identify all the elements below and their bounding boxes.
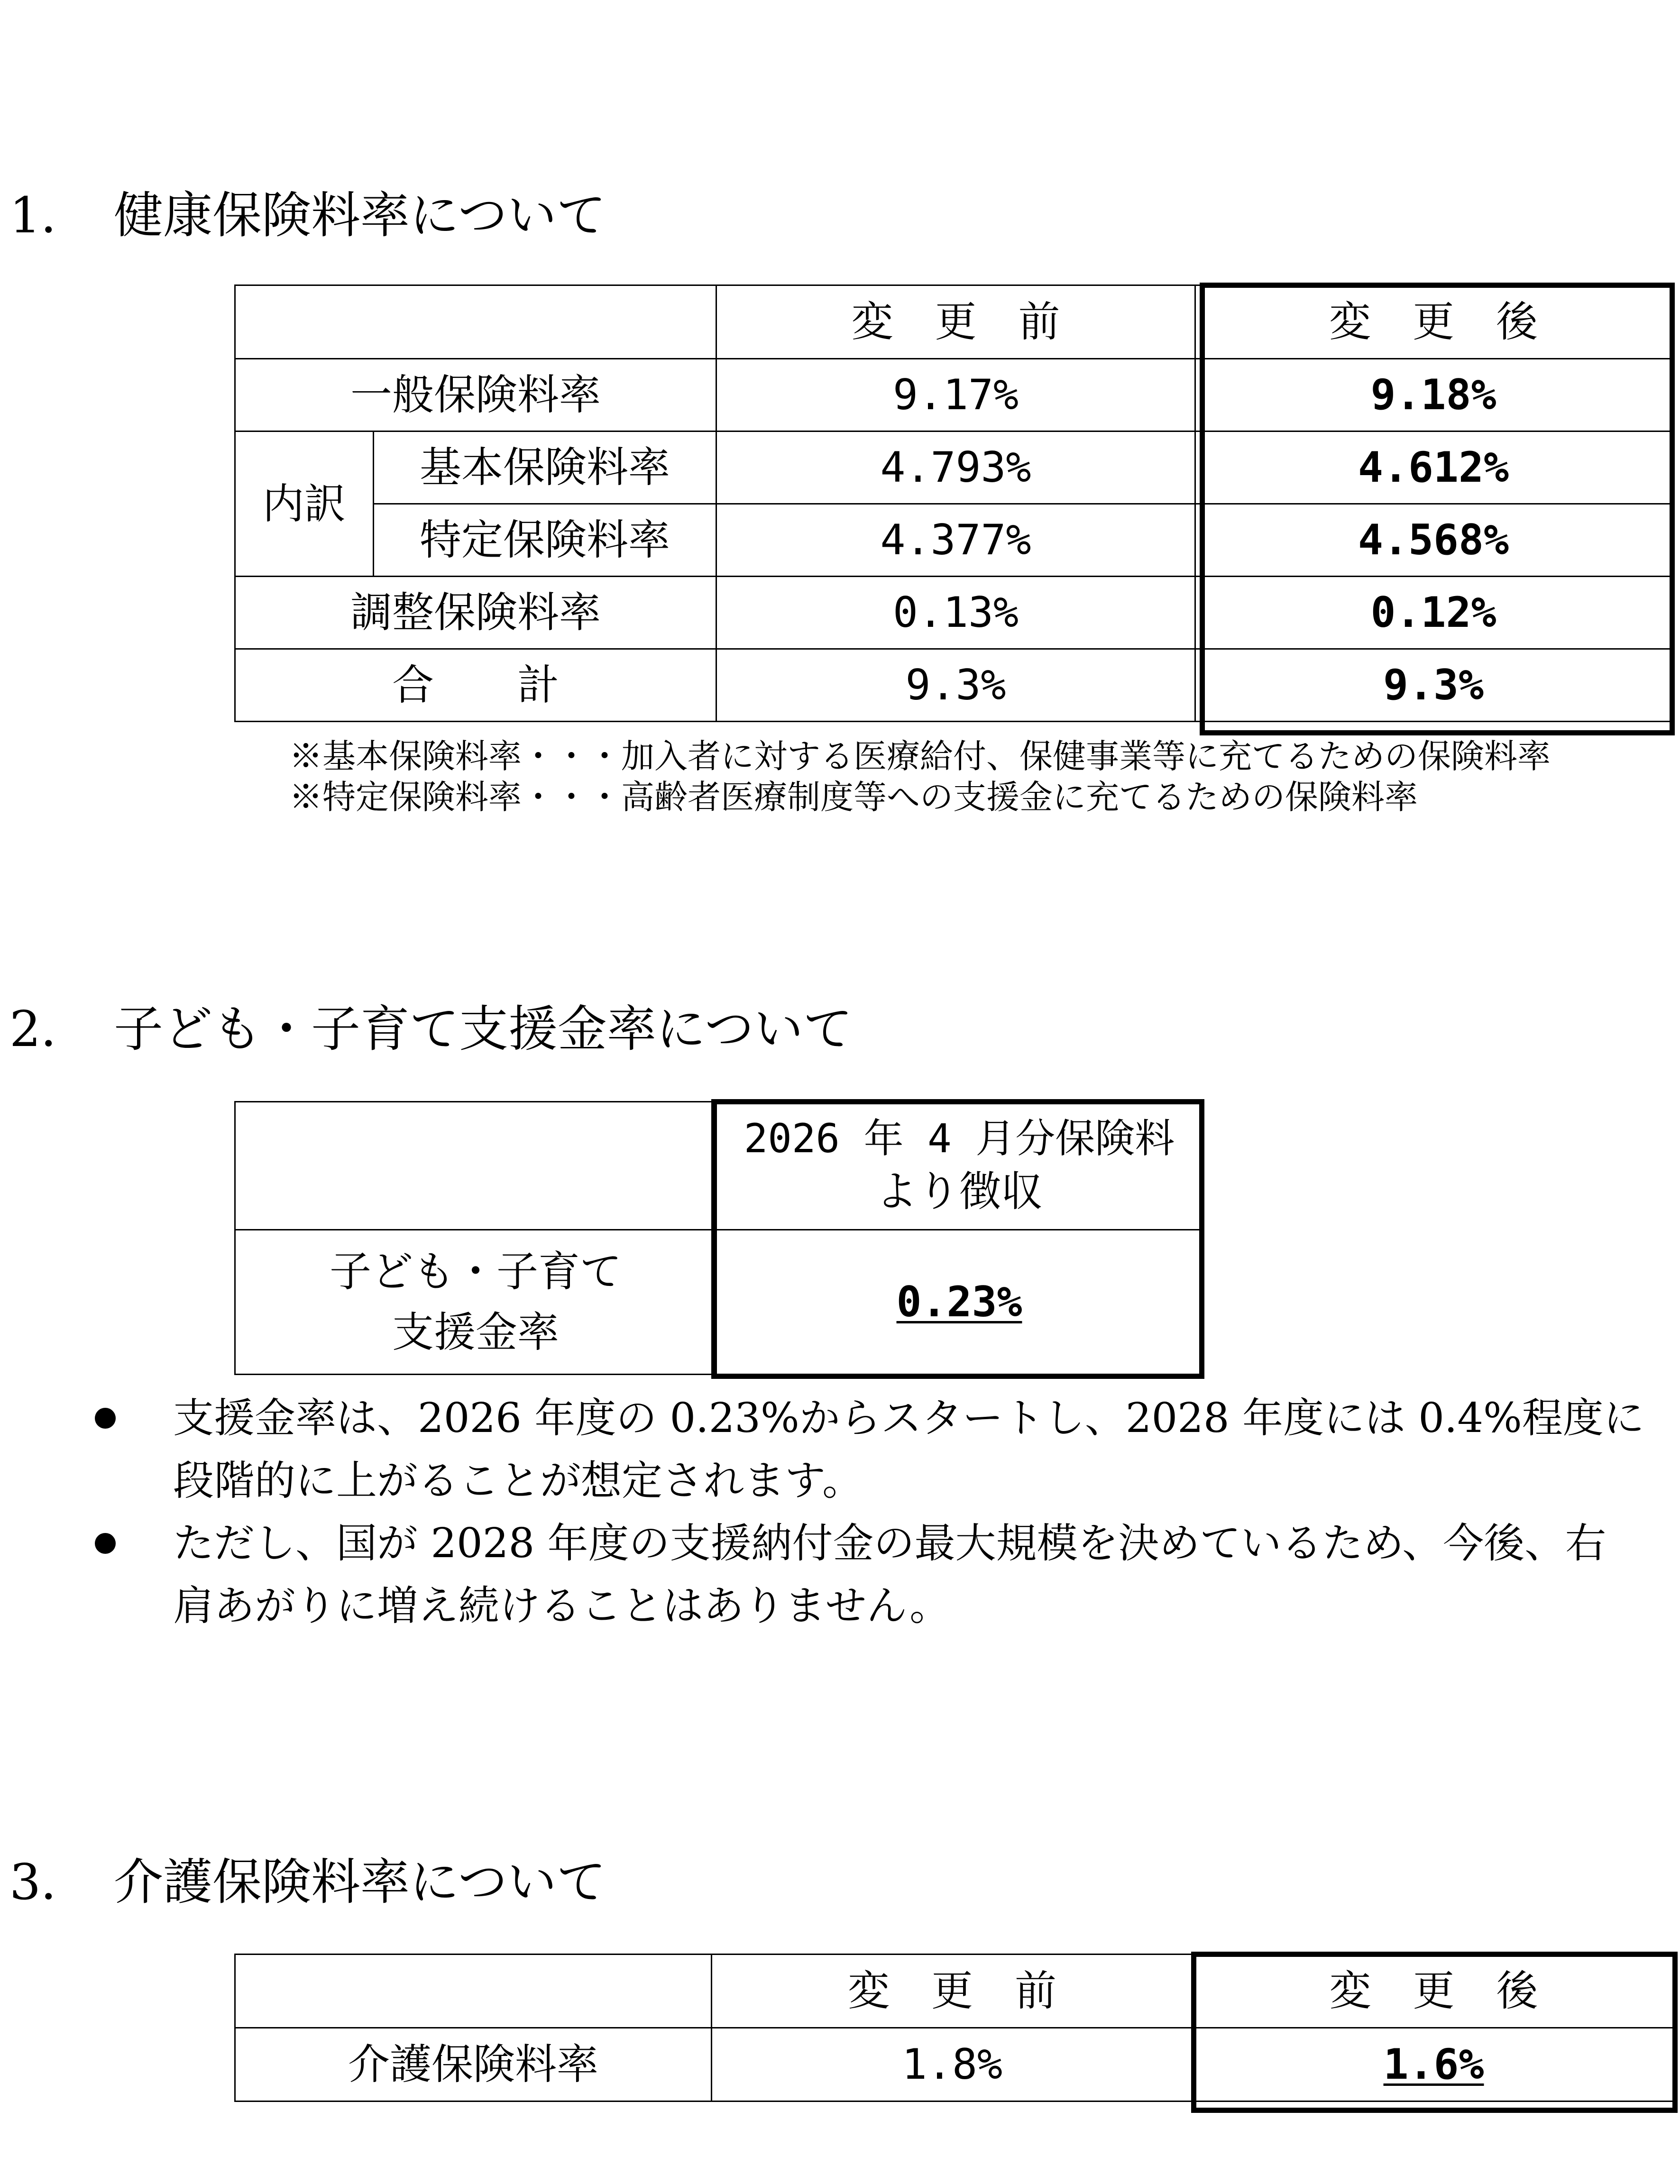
header-blank-cell <box>235 285 716 359</box>
total-after: 9.3% <box>1195 649 1672 722</box>
collection-start-line2: より徴収 <box>875 1166 1043 1216</box>
header-blank-cell <box>235 1102 716 1230</box>
section2-heading <box>9 1000 853 1058</box>
row-label-general: 一般保険料率 <box>235 359 716 431</box>
child-support-label-line1: 子ども・子育て <box>329 1247 622 1296</box>
note-basic: ※基本保険料率・・・加入者に対する医療給付、保健事業等に充てるための保険料率 <box>289 737 1551 776</box>
care-rate-after: 1.6% <box>1383 2040 1484 2089</box>
note-specific: ※特定保険料率・・・高齢者医療制度等への支援金に充てるための保険料率 <box>289 778 1418 817</box>
section1-number: 1． <box>9 186 91 244</box>
general-after: 9.18% <box>1195 359 1672 431</box>
basic-before: 4.793% <box>716 431 1195 504</box>
header-after: 変 更 後 <box>1193 1955 1675 2028</box>
breakdown-group-label: 内訳 <box>235 431 374 577</box>
adjustment-before: 0.13% <box>716 577 1195 649</box>
section1-title: 健康保険料率について <box>114 186 606 244</box>
section3-title: 介護保険料率について <box>114 1853 606 1911</box>
specific-before: 4.377% <box>716 504 1195 577</box>
section1-notes <box>289 736 1551 817</box>
child-support-table <box>234 1101 1203 1375</box>
health-rate-table <box>234 284 1672 722</box>
care-rate-after-cell <box>1193 2028 1675 2101</box>
child-support-label-line2: 支援金率 <box>392 1308 559 1357</box>
collection-start-header <box>716 1102 1203 1230</box>
section3-number: 3． <box>9 1853 91 1911</box>
specific-after: 4.568% <box>1195 504 1672 577</box>
row-label-adjustment: 調整保険料率 <box>235 577 716 649</box>
header-before: 変 更 前 <box>712 1955 1193 2028</box>
header-before: 変 更 前 <box>716 285 1195 359</box>
general-before: 9.17% <box>716 359 1195 431</box>
header-blank-cell <box>235 1955 712 2028</box>
collection-start-line1: 2026 年 4 月分保険料 <box>744 1115 1175 1162</box>
section2-number: 2． <box>9 1000 91 1058</box>
care-rate-before: 1.8% <box>712 2028 1193 2101</box>
bullet-item <box>85 1387 1679 1512</box>
section1-heading <box>9 186 606 244</box>
section2-bullets <box>85 1387 1679 1637</box>
bullet-text: ただし、国が 2028 年度の支援納付金の最大規模を決めているため、今後、右 肩あがりに増え続けることはありません。 <box>173 1520 1607 1630</box>
care-rate-label: 介護保険料率 <box>235 2028 712 2101</box>
bullet-dot-icon <box>95 1408 116 1429</box>
section2-title: 子ども・子育て支援金率について <box>114 1000 853 1058</box>
bullet-item <box>85 1512 1679 1637</box>
adjustment-after: 0.12% <box>1195 577 1672 649</box>
basic-after: 4.612% <box>1195 431 1672 504</box>
child-support-rate: 0.23% <box>896 1277 1022 1327</box>
bullet-text: 支援金率は、2026 年度の 0.23%からスタートし、2028 年度には 0.4%程度に 段階的に上がることが想定されます。 <box>173 1395 1644 1505</box>
child-support-value <box>716 1230 1203 1375</box>
section3-heading <box>9 1853 606 1911</box>
row-label-specific: 特定保険料率 <box>374 504 716 577</box>
row-label-total: 合 計 <box>235 649 716 722</box>
bullet-dot-icon <box>95 1533 116 1554</box>
child-support-label <box>235 1230 716 1375</box>
total-before: 9.3% <box>716 649 1195 722</box>
care-rate-table <box>234 1954 1675 2102</box>
row-label-basic: 基本保険料率 <box>374 431 716 504</box>
header-after: 変 更 後 <box>1195 285 1672 359</box>
